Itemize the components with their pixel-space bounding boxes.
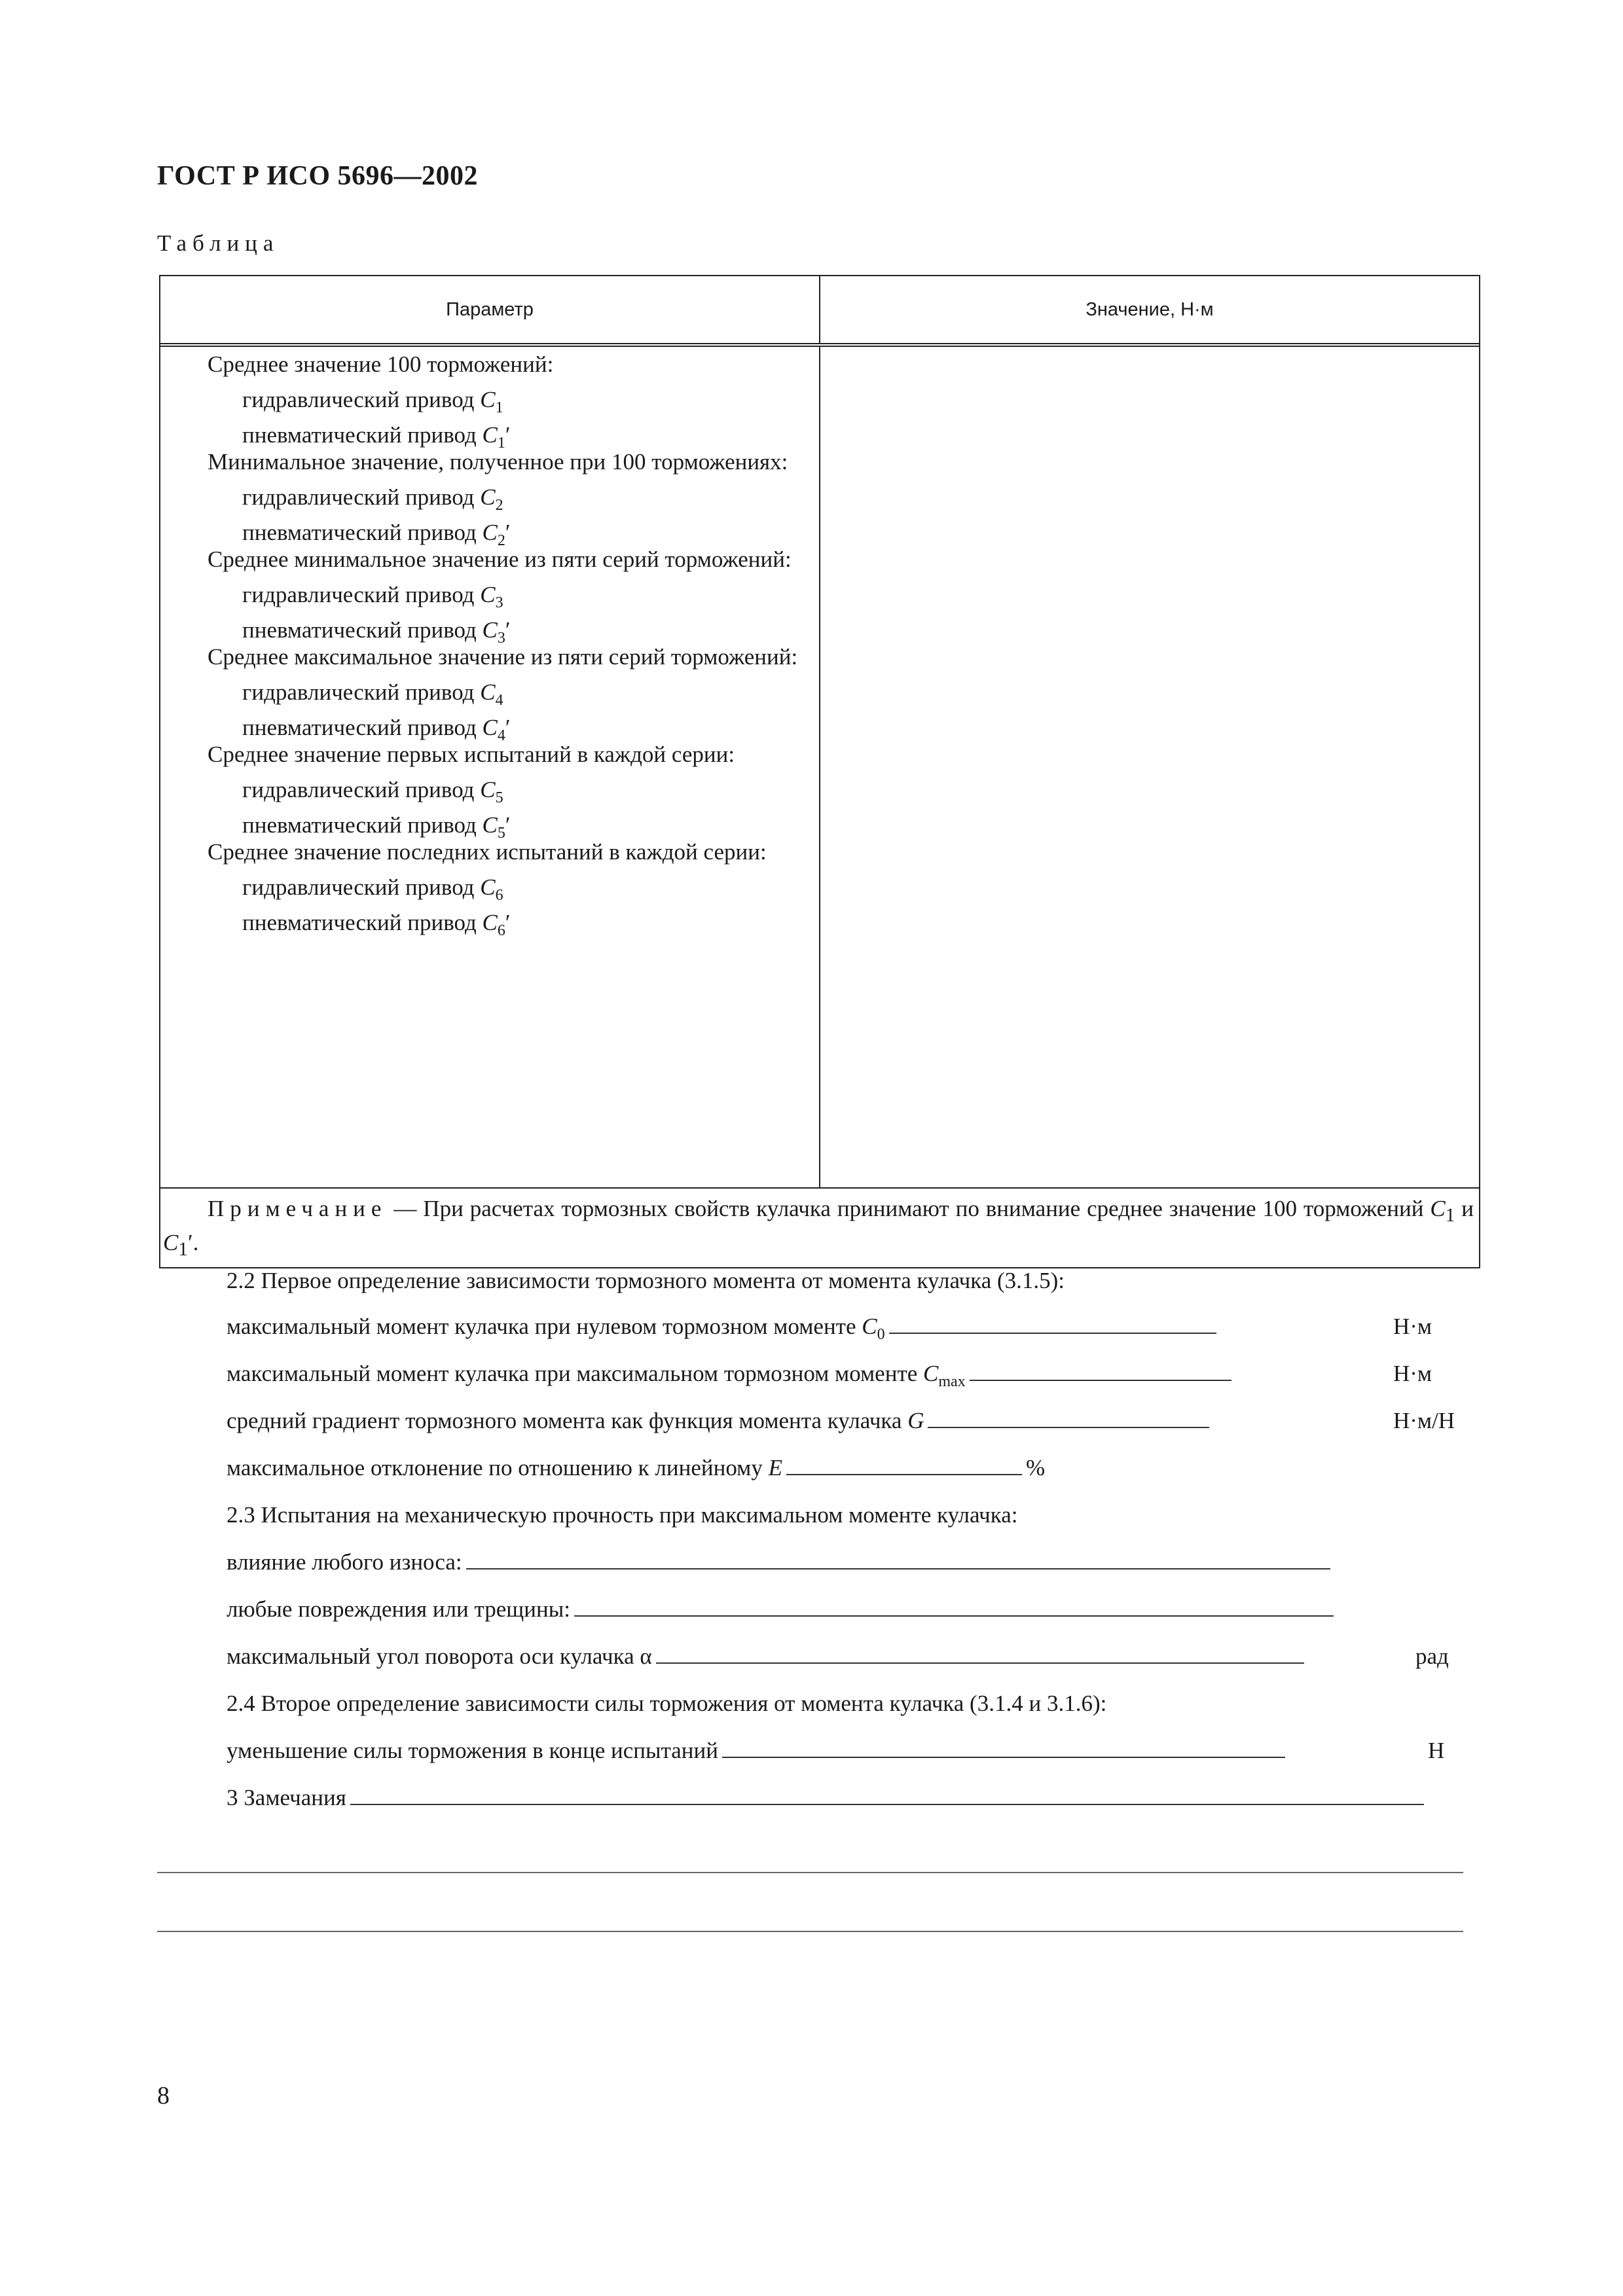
group-label: Среднее максимальное значение из пяти серий торможений: (208, 644, 798, 670)
line-text: любые повреждения или трещины: (227, 1596, 570, 1622)
hydraulic-line (160, 386, 814, 416)
prime-mark: ′ (505, 520, 511, 545)
group-label: Среднее значение 100 торможений: (208, 351, 554, 377)
symbol: C (482, 422, 498, 448)
parameter-group (160, 838, 814, 939)
symbol: C (482, 617, 498, 643)
section-2-4-heading: 2.4 Второе определение зависимости силы торможения от момента кулачка (3.1.4 и 3.1.6): (227, 1691, 1107, 1716)
line-text: максимальный момент кулачка при максимальном тормозном моменте (227, 1361, 924, 1386)
hydraulic-line (160, 776, 814, 806)
symbol: E (768, 1455, 782, 1480)
symbol: C (482, 812, 498, 838)
prime-mark: ′ (505, 617, 511, 643)
column-header-value: Значение, Н·м (1085, 298, 1214, 320)
page-number: 8 (157, 2082, 170, 2109)
note-text: — При расчетах тормозных свойств кулачка принимают по внимание среднее значение 100 торможений (387, 1196, 1431, 1221)
symbol: C (480, 387, 496, 412)
blank-field[interactable] (970, 1360, 1231, 1381)
blank-field[interactable] (928, 1407, 1209, 1428)
pneumatic-label: пневматический привод (242, 910, 477, 935)
symbol-subscript: 0 (877, 1326, 885, 1343)
line-max-deviation (227, 1454, 1045, 1482)
pneumatic-label: пневматический привод (242, 715, 477, 740)
symbol-subscript: 6 (495, 887, 503, 904)
pneumatic-label: пневматический привод (242, 520, 477, 545)
unit-label: Н·м/Н (1393, 1408, 1455, 1433)
symbol: C (480, 777, 496, 802)
line-force-decrease (227, 1736, 1289, 1765)
remarks-line[interactable] (157, 1931, 1463, 1932)
remarks-label: 3 Замечания (227, 1785, 346, 1810)
section-2-2-heading: 2.2 Первое определение зависимости тормозного момента от момента кулачка (3.1.5): (227, 1268, 1065, 1293)
line-text: максимальное отклонение по отношению к линейному (227, 1455, 769, 1480)
pneumatic-line (160, 617, 814, 647)
hydraulic-line (160, 679, 814, 709)
line-text: средний градиент тормозного момента как функция момента кулачка (227, 1408, 908, 1433)
blank-field[interactable] (889, 1313, 1216, 1334)
table-note (160, 1189, 1479, 1267)
hydraulic-label: гидравлический привод (242, 679, 475, 705)
line-text: максимальный угол поворота оси кулачка α (227, 1643, 652, 1669)
document-header: ГОСТ Р ИСО 5696—2002 (157, 161, 479, 191)
value-cell (820, 347, 1479, 1187)
pneumatic-label: пневматический привод (242, 422, 477, 448)
blank-field[interactable] (466, 1549, 1330, 1570)
hydraulic-label: гидравлический привод (242, 484, 475, 510)
symbol: C (480, 582, 496, 607)
hydraulic-line (160, 874, 814, 904)
blank-field[interactable] (722, 1737, 1285, 1758)
section-3-heading (227, 1784, 1428, 1812)
pneumatic-label: пневматический привод (242, 812, 477, 838)
line-max-cam-moment-zero (227, 1312, 1220, 1341)
symbol-subscript: 5 (495, 789, 503, 806)
line-max-cam-moment-max (227, 1359, 1235, 1388)
pneumatic-label: пневматический привод (242, 617, 477, 643)
line-max-angle (227, 1642, 1308, 1671)
note-label: Примечание (208, 1196, 388, 1221)
remarks-line[interactable] (157, 1872, 1463, 1873)
parameter-group (160, 546, 814, 647)
symbol: C (923, 1361, 939, 1386)
prime-mark: ′ (505, 910, 511, 935)
group-label: Среднее минимальное значение из пяти серий торможений: (208, 547, 792, 572)
parameter-cell (160, 347, 820, 1187)
results-table (159, 275, 1480, 1268)
group-label: Среднее значение первых испытаний в каждой серии: (208, 742, 735, 767)
pneumatic-line (160, 714, 814, 744)
group-label: Среднее значение последних испытаний в каждой серии: (208, 839, 767, 865)
symbol-subscript: 4 (495, 692, 503, 709)
hydraulic-line (160, 581, 814, 611)
table-header-row (160, 276, 1479, 347)
note-end: ′. (187, 1230, 199, 1255)
parameter-group (160, 351, 814, 452)
unit-label: % (1025, 1455, 1046, 1480)
symbol-subscript: 2 (495, 497, 503, 514)
symbol: C (862, 1314, 877, 1339)
pneumatic-line (160, 812, 814, 842)
symbol: C (480, 874, 496, 900)
parameter-group (160, 448, 814, 549)
symbol: C (480, 679, 496, 705)
hydraulic-label: гидравлический привод (242, 387, 475, 412)
symbol: C (482, 715, 498, 740)
note-subscript: 1 (178, 1239, 188, 1260)
parameter-group (160, 741, 814, 842)
symbol: C (482, 520, 498, 545)
note-symbol: C (163, 1230, 179, 1255)
line-text: уменьшение силы торможения в конце испытаний (227, 1738, 718, 1763)
line-damage (227, 1595, 1338, 1624)
line-text: максимальный момент кулачка при нулевом тормозном моменте (227, 1314, 862, 1339)
line-wear (227, 1548, 1334, 1577)
prime-mark: ′ (505, 812, 511, 838)
symbol-subscript: 1 (497, 435, 505, 452)
symbol: C (480, 484, 496, 510)
unit-label: Н·м (1393, 1361, 1432, 1386)
symbol-subscript: max (938, 1373, 966, 1390)
table-caption: Таблица (157, 230, 280, 256)
hydraulic-line (160, 484, 814, 514)
note-symbol: C (1430, 1196, 1446, 1221)
group-label: Минимальное значение, полученное при 100 торможениях: (208, 449, 788, 475)
symbol: C (482, 910, 498, 935)
prime-mark: ′ (505, 422, 511, 448)
pneumatic-line (160, 422, 814, 452)
symbol-subscript: 4 (497, 727, 505, 744)
hydraulic-label: гидравлический привод (242, 777, 475, 802)
symbol-subscript: 5 (497, 825, 505, 842)
unit-label: рад (1415, 1643, 1449, 1669)
symbol-subscript: 2 (497, 532, 505, 549)
pneumatic-line (160, 909, 814, 939)
blank-field[interactable] (786, 1454, 1022, 1475)
note-subscript: 1 (1445, 1205, 1455, 1226)
column-header-parameter: Параметр (160, 276, 820, 343)
note-conjunction: и (1455, 1196, 1474, 1221)
unit-label: Н (1428, 1738, 1445, 1763)
symbol-subscript: 3 (495, 594, 503, 611)
hydraulic-label: гидравлический привод (242, 582, 475, 607)
blank-field[interactable] (656, 1643, 1304, 1664)
table-body-row (160, 347, 1479, 1189)
line-text: влияние любого износа: (227, 1549, 462, 1575)
line-mean-gradient (227, 1407, 1213, 1435)
parameter-group (160, 643, 814, 744)
blank-field[interactable] (574, 1596, 1334, 1617)
prime-mark: ′ (505, 715, 511, 740)
pneumatic-line (160, 519, 814, 549)
symbol-subscript: 6 (497, 922, 505, 939)
symbol-subscript: 3 (497, 630, 505, 647)
symbol-subscript: 1 (495, 399, 503, 416)
symbol: G (907, 1408, 924, 1433)
hydraulic-label: гидравлический привод (242, 874, 475, 900)
unit-label: Н·м (1393, 1314, 1432, 1339)
blank-field[interactable] (350, 1784, 1424, 1805)
section-2-3-heading: 2.3 Испытания на механическую прочность при максимальном моменте кулачка: (227, 1502, 1018, 1528)
